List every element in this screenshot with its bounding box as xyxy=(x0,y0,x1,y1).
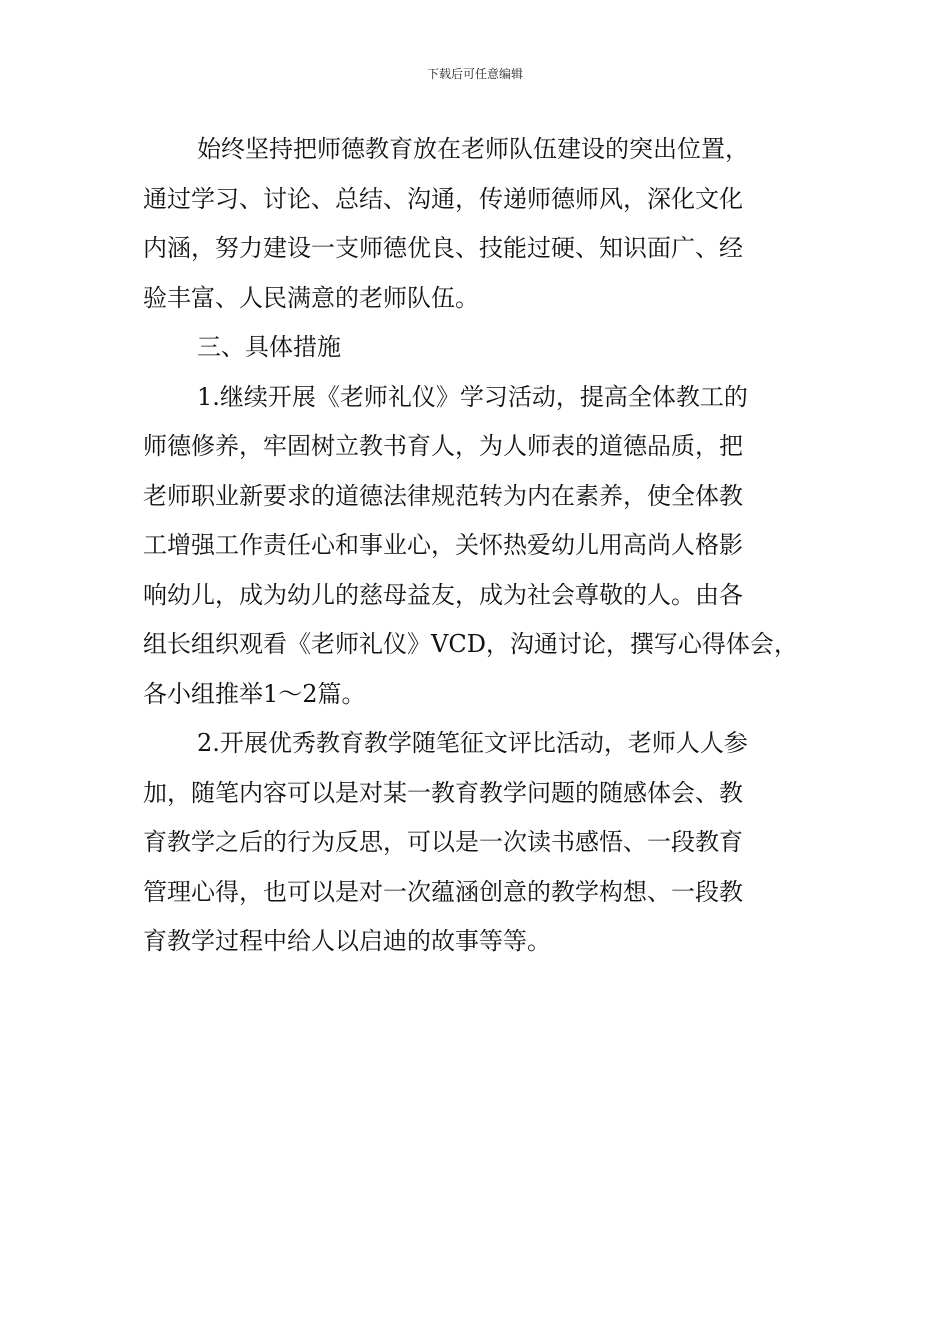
paragraph-line: 2.开展优秀教育教学随笔征文评比活动，老师人人参 xyxy=(197,729,748,757)
paragraph-line: 验丰富、人民满意的老师队伍。 xyxy=(143,283,479,312)
paragraph-line: 老师职业新要求的道德法律规范转为内在素养，使全体教 xyxy=(143,481,743,510)
page-header: 下载后可任意编辑 xyxy=(426,67,523,81)
paragraph-line: 师德修养，牢固树立教书育人，为人师表的道德品质，把 xyxy=(143,432,743,460)
paragraph-line: 始终坚持把师德教育放在老师队伍建设的突出位置， xyxy=(197,135,749,163)
paragraph-line: 管理心得，也可以是对一次蕴涵创意的教学构想、一段教 xyxy=(143,877,743,906)
paragraph-line: 通过学习、讨论、总结、沟通，传递师德师风，深化文化 xyxy=(143,184,743,213)
paragraph-line: 工增强工作责任心和事业心，关怀热爱幼儿用高尚人格影 xyxy=(143,531,743,559)
paragraph-line: 育教学过程中给人以启迪的故事等等。 xyxy=(143,927,551,955)
paragraph-line: 育教学之后的行为反思，可以是一次读书感悟、一段教育 xyxy=(143,828,743,856)
paragraph-line: 内涵，努力建设一支师德优良、技能过硬、知识面广、经 xyxy=(143,234,743,262)
section-heading: 三、具体措施 xyxy=(197,333,341,361)
paragraph-line: 1.继续开展《老师礼仪》学习活动，提高全体教工的 xyxy=(197,382,748,411)
paragraph-line: 组长组织观看《老师礼仪》VCD，沟通讨论，撰写心得体会， xyxy=(143,630,798,658)
paragraph-line: 加，随笔内容可以是对某一教育教学问题的随感体会、教 xyxy=(143,778,743,807)
paragraph-line: 响幼儿，成为幼儿的慈母益友，成为社会尊敬的人。由各 xyxy=(143,580,743,609)
paragraph-line: 各小组推举1～2篇。 xyxy=(143,679,366,708)
document-body xyxy=(143,125,813,967)
